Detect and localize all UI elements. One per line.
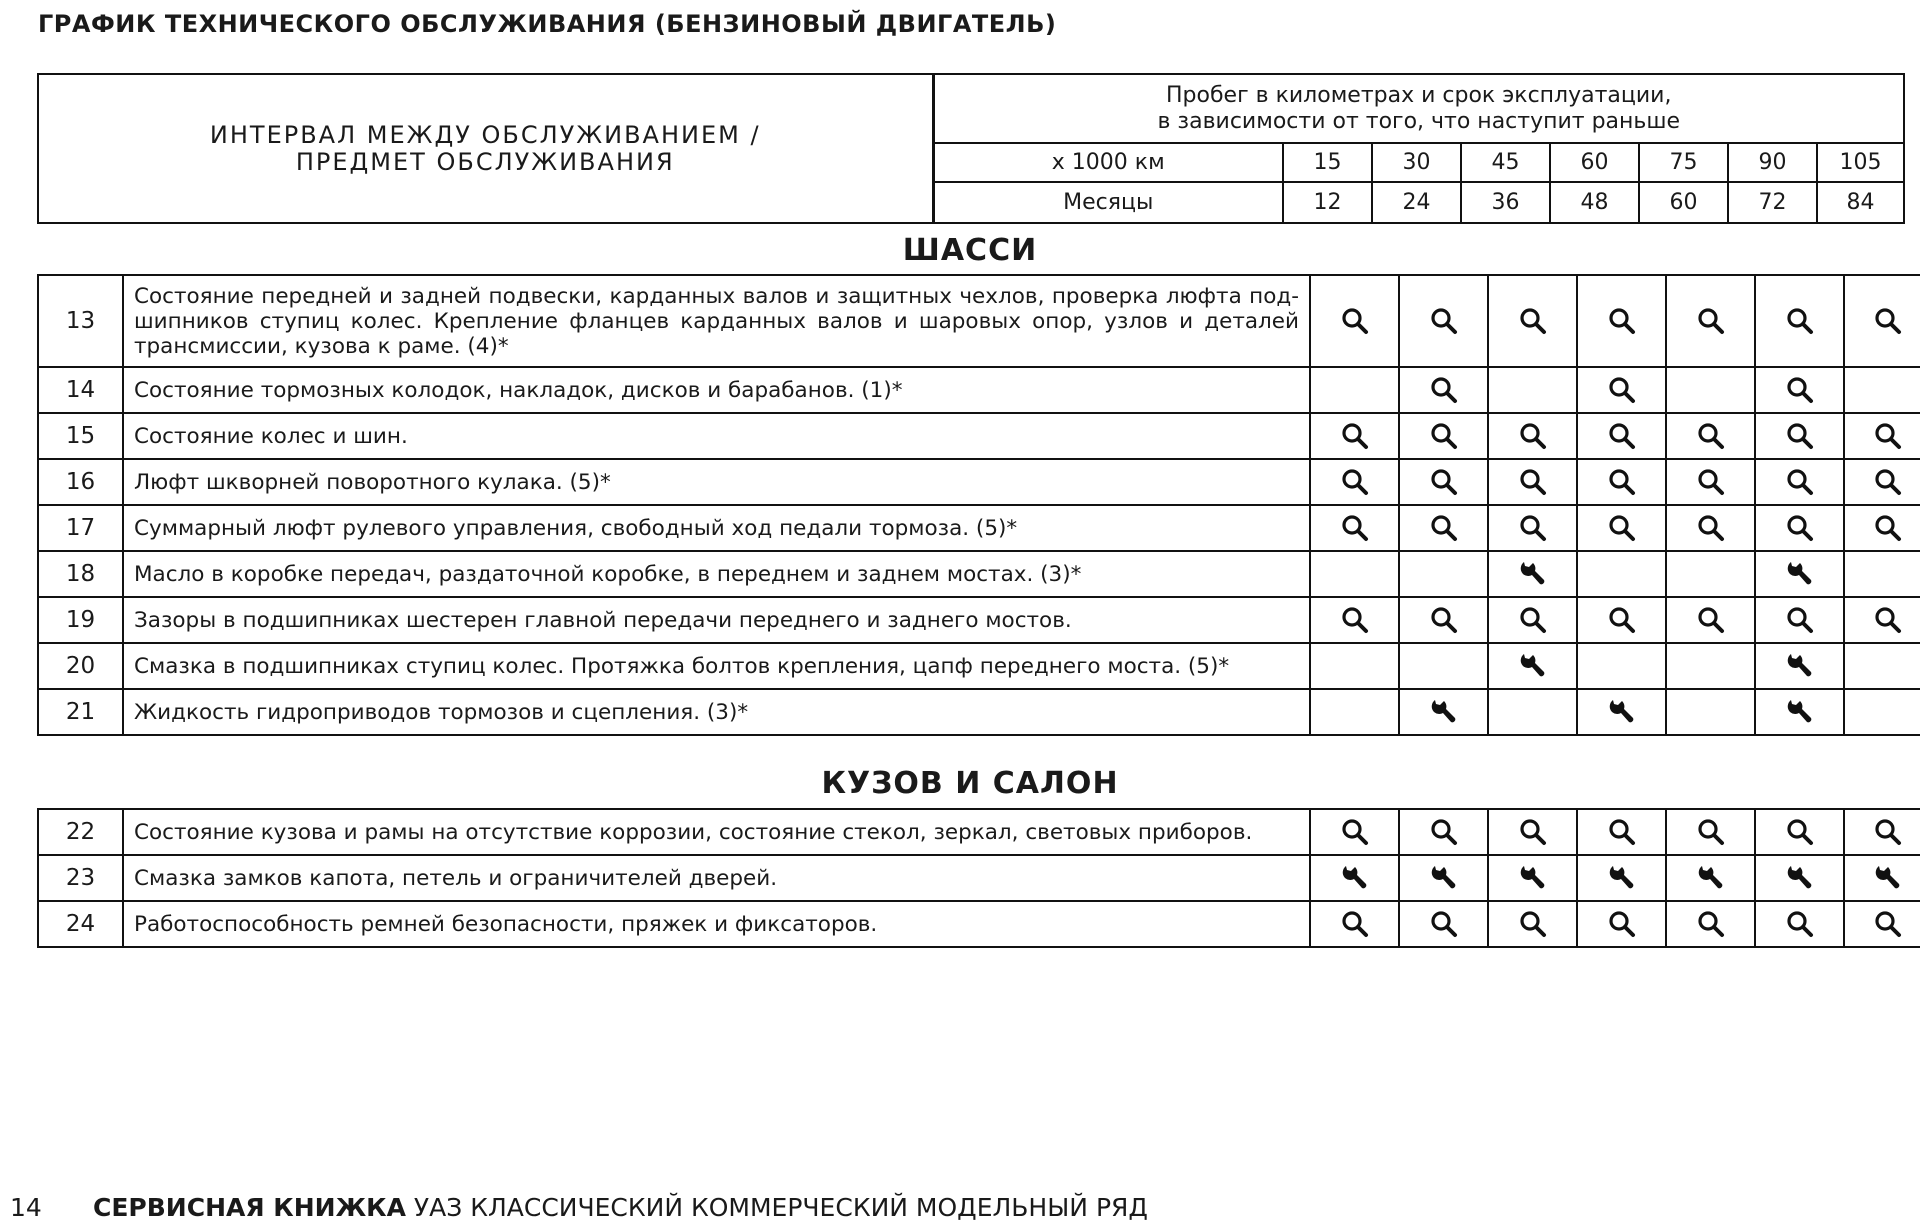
interval-mark-cell [1399, 855, 1488, 901]
magnifier-check-icon [1696, 472, 1726, 491]
row-number: 13 [38, 275, 123, 367]
months-value: 24 [1372, 182, 1461, 223]
interval-mark-cell [1755, 901, 1844, 947]
interval-mark-cell [1844, 855, 1920, 901]
magnifier-check-icon [1429, 518, 1459, 537]
interval-mark-cell [1755, 505, 1844, 551]
magnifier-check-icon [1696, 914, 1726, 933]
interval-mark-cell [1488, 855, 1577, 901]
interval-mark-cell [1755, 367, 1844, 413]
magnifier-check-icon [1607, 610, 1637, 629]
magnifier-check-icon [1873, 518, 1903, 537]
interval-mark-cell [1399, 275, 1488, 367]
magnifier-check-icon [1785, 472, 1815, 491]
interval-mark-cell [1755, 689, 1844, 735]
interval-mark-cell [1666, 901, 1755, 947]
table-row [38, 551, 1920, 597]
wrench-replace-icon [1696, 868, 1726, 887]
section-title-body: КУЗОВ И САЛОН [821, 766, 1119, 801]
months-value: 60 [1639, 182, 1728, 223]
km-value: 30 [1372, 143, 1461, 182]
months-value: 12 [1283, 182, 1372, 223]
wrench-replace-icon [1429, 868, 1459, 887]
interval-mark-cell [1399, 459, 1488, 505]
interval-mark-cell [1399, 551, 1488, 597]
interval-mark-cell [1488, 643, 1577, 689]
wrench-replace-icon [1785, 656, 1815, 675]
interval-mark-cell [1488, 413, 1577, 459]
mileage-header-line1: Пробег в километрах и срок эксплуатации, [1166, 82, 1672, 108]
interval-mark-cell [1399, 413, 1488, 459]
table-row [38, 275, 1920, 367]
table-row [38, 643, 1920, 689]
magnifier-check-icon [1873, 914, 1903, 933]
interval-mark-cell [1666, 689, 1755, 735]
wrench-replace-icon [1607, 868, 1637, 887]
interval-mark-cell [1577, 413, 1666, 459]
row-description [123, 809, 1310, 855]
row-description [123, 459, 1310, 505]
interval-mark-cell [1755, 855, 1844, 901]
table-row [38, 689, 1920, 735]
magnifier-check-icon [1429, 472, 1459, 491]
km-label: х 1000 км [933, 143, 1283, 182]
km-value: 15 [1283, 143, 1372, 182]
km-value: 105 [1817, 143, 1904, 182]
interval-mark-cell [1399, 901, 1488, 947]
magnifier-check-icon [1518, 822, 1548, 841]
interval-mark-cell [1310, 551, 1399, 597]
magnifier-check-icon [1607, 914, 1637, 933]
row-number: 22 [38, 809, 123, 855]
interval-mark-cell [1488, 597, 1577, 643]
row-description [123, 901, 1310, 947]
magnifier-check-icon [1518, 472, 1548, 491]
row-description [123, 689, 1310, 735]
km-value: 60 [1550, 143, 1639, 182]
magnifier-check-icon [1340, 426, 1370, 445]
interval-mark-cell [1666, 505, 1755, 551]
row-number: 18 [38, 551, 123, 597]
section-title-chassis: ШАССИ [902, 233, 1038, 268]
interval-mark-cell [1577, 505, 1666, 551]
interval-mark-cell [1399, 643, 1488, 689]
magnifier-check-icon [1340, 610, 1370, 629]
interval-header-cell [38, 74, 933, 223]
interval-mark-cell [1755, 809, 1844, 855]
description-line: Смазка замков капота, петель и ограничителей дверей. [134, 865, 778, 891]
magnifier-check-icon [1607, 472, 1637, 491]
row-number: 16 [38, 459, 123, 505]
km-value: 45 [1461, 143, 1550, 182]
magnifier-check-icon [1696, 822, 1726, 841]
description-line: Работоспособность ремней безопасности, пряжек и фиксаторов. [134, 911, 878, 937]
magnifier-check-icon [1785, 518, 1815, 537]
magnifier-check-icon [1785, 311, 1815, 330]
interval-mark-cell [1844, 689, 1920, 735]
interval-mark-cell [1666, 809, 1755, 855]
row-description [123, 855, 1310, 901]
magnifier-check-icon [1518, 426, 1548, 445]
row-number: 23 [38, 855, 123, 901]
magnifier-check-icon [1696, 518, 1726, 537]
wrench-replace-icon [1518, 564, 1548, 583]
interval-mark-cell [1844, 597, 1920, 643]
magnifier-check-icon [1873, 426, 1903, 445]
interval-mark-cell [1310, 643, 1399, 689]
interval-mark-cell [1666, 597, 1755, 643]
description-line: Состояние тормозных колодок, накладок, дисков и барабанов. (1)* [134, 377, 903, 403]
interval-mark-cell [1666, 413, 1755, 459]
page-footer [10, 1193, 1148, 1222]
magnifier-check-icon [1785, 822, 1815, 841]
interval-mark-cell [1666, 643, 1755, 689]
row-number: 15 [38, 413, 123, 459]
row-description [123, 597, 1310, 643]
interval-mark-cell [1577, 901, 1666, 947]
interval-mark-cell [1310, 367, 1399, 413]
magnifier-check-icon [1607, 822, 1637, 841]
interval-mark-cell [1755, 597, 1844, 643]
description-line: Суммарный люфт рулевого управления, свободный ход педали тормоза. (5)* [134, 515, 1018, 541]
magnifier-check-icon [1873, 311, 1903, 330]
interval-mark-cell [1310, 505, 1399, 551]
km-value: 75 [1639, 143, 1728, 182]
interval-mark-cell [1666, 551, 1755, 597]
interval-mark-cell [1844, 809, 1920, 855]
months-value: 36 [1461, 182, 1550, 223]
magnifier-check-icon [1429, 380, 1459, 399]
table-row [38, 855, 1920, 901]
mileage-header-cell [933, 74, 1904, 143]
magnifier-check-icon [1340, 311, 1370, 330]
magnifier-check-icon [1429, 426, 1459, 445]
magnifier-check-icon [1785, 380, 1815, 399]
interval-mark-cell [1310, 597, 1399, 643]
interval-mark-cell [1666, 855, 1755, 901]
interval-mark-cell [1399, 367, 1488, 413]
document-title: ГРАФИК ТЕХНИЧЕСКОГО ОБСЛУЖИВАНИЯ (БЕНЗИНОВЫЙ ДВИГАТЕЛЬ) [38, 10, 1057, 38]
interval-mark-cell [1844, 505, 1920, 551]
description-line: Жидкость гидроприводов тормозов и сцепления. (3)* [134, 699, 749, 725]
interval-mark-cell [1310, 689, 1399, 735]
months-label: Месяцы [933, 182, 1283, 223]
mileage-header-line2: в зависимости от того, что наступит раньше [1157, 108, 1681, 134]
magnifier-check-icon [1696, 311, 1726, 330]
magnifier-check-icon [1785, 426, 1815, 445]
months-value: 84 [1817, 182, 1904, 223]
magnifier-check-icon [1429, 822, 1459, 841]
row-description [123, 413, 1310, 459]
interval-mark-cell [1666, 275, 1755, 367]
interval-mark-cell [1577, 855, 1666, 901]
magnifier-check-icon [1785, 610, 1815, 629]
interval-mark-cell [1488, 901, 1577, 947]
row-number: 14 [38, 367, 123, 413]
magnifier-check-icon [1429, 914, 1459, 933]
magnifier-check-icon [1607, 518, 1637, 537]
description-line: трансмиссии, кузова к раме. (4)* [134, 333, 509, 359]
interval-mark-cell [1577, 643, 1666, 689]
row-number: 17 [38, 505, 123, 551]
interval-header-line2: ПРЕДМЕТ ОБСЛУЖИВАНИЯ [295, 147, 675, 176]
wrench-replace-icon [1518, 656, 1548, 675]
table-row [38, 505, 1920, 551]
interval-mark-cell [1488, 505, 1577, 551]
magnifier-check-icon [1696, 426, 1726, 445]
magnifier-check-icon [1873, 472, 1903, 491]
interval-mark-cell [1488, 275, 1577, 367]
magnifier-check-icon [1429, 311, 1459, 330]
chassis-table [37, 274, 1920, 736]
interval-mark-cell [1844, 551, 1920, 597]
magnifier-check-icon [1873, 610, 1903, 629]
interval-mark-cell [1577, 809, 1666, 855]
interval-mark-cell [1488, 367, 1577, 413]
interval-mark-cell [1399, 597, 1488, 643]
row-number: 24 [38, 901, 123, 947]
body-table [37, 808, 1920, 948]
interval-mark-cell [1310, 459, 1399, 505]
magnifier-check-icon [1696, 610, 1726, 629]
km-value: 90 [1728, 143, 1817, 182]
interval-mark-cell [1399, 505, 1488, 551]
interval-mark-cell [1577, 597, 1666, 643]
magnifier-check-icon [1607, 426, 1637, 445]
interval-mark-cell [1755, 413, 1844, 459]
table-row [38, 809, 1920, 855]
interval-mark-cell [1488, 689, 1577, 735]
magnifier-check-icon [1518, 311, 1548, 330]
magnifier-check-icon [1340, 472, 1370, 491]
table-row [38, 901, 1920, 947]
table-row [38, 597, 1920, 643]
description-line: Зазоры в подшипниках шестерен главной передачи переднего и заднего мостов. [134, 607, 1072, 633]
interval-mark-cell [1577, 367, 1666, 413]
wrench-replace-icon [1607, 702, 1637, 721]
description-line: Смазка в подшипниках ступиц колес. Протяжка болтов крепления, цапф переднего моста. (5)* [134, 653, 1230, 679]
interval-mark-cell [1488, 551, 1577, 597]
interval-mark-cell [1577, 551, 1666, 597]
interval-mark-cell [1844, 901, 1920, 947]
interval-mark-cell [1577, 275, 1666, 367]
row-description [123, 367, 1310, 413]
description-line: Состояние передней и задней подвески, карданных валов и защитных чехлов, проверка люфта под- [134, 283, 1299, 309]
magnifier-check-icon [1607, 380, 1637, 399]
row-number: 20 [38, 643, 123, 689]
interval-mark-cell [1844, 459, 1920, 505]
footer-book-label: СЕРВИСНАЯ КНИЖКА [93, 1193, 406, 1222]
table-row [38, 367, 1920, 413]
magnifier-check-icon [1429, 610, 1459, 629]
row-description [123, 275, 1310, 367]
footer-subtitle: УАЗ КЛАССИЧЕСКИЙ КОММЕРЧЕСКИЙ МОДЕЛЬНЫЙ РЯД [413, 1193, 1148, 1222]
interval-mark-cell [1310, 413, 1399, 459]
schedule-header-table [37, 73, 1905, 224]
wrench-replace-icon [1785, 564, 1815, 583]
magnifier-check-icon [1518, 610, 1548, 629]
description-line: Состояние колес и шин. [134, 423, 408, 449]
interval-header-line1: ИНТЕРВАЛ МЕЖДУ ОБСЛУЖИВАНИЕМ / [209, 120, 761, 149]
wrench-replace-icon [1785, 868, 1815, 887]
wrench-replace-icon [1429, 702, 1459, 721]
interval-mark-cell [1310, 901, 1399, 947]
interval-mark-cell [1399, 689, 1488, 735]
interval-mark-cell [1577, 689, 1666, 735]
interval-mark-cell [1666, 459, 1755, 505]
row-description [123, 551, 1310, 597]
row-number: 21 [38, 689, 123, 735]
interval-mark-cell [1577, 459, 1666, 505]
page-number: 14 [10, 1193, 42, 1222]
magnifier-check-icon [1607, 311, 1637, 330]
interval-mark-cell [1844, 275, 1920, 367]
wrench-replace-icon [1518, 868, 1548, 887]
description-line: шипников ступиц колес. Крепление фланцев карданных валов и шаровых опор, узлов и деталей [134, 308, 1299, 334]
magnifier-check-icon [1340, 822, 1370, 841]
interval-mark-cell [1844, 413, 1920, 459]
row-number: 19 [38, 597, 123, 643]
magnifier-check-icon [1518, 914, 1548, 933]
interval-mark-cell [1755, 459, 1844, 505]
interval-mark-cell [1399, 809, 1488, 855]
table-row [38, 459, 1920, 505]
interval-mark-cell [1666, 367, 1755, 413]
interval-mark-cell [1310, 275, 1399, 367]
magnifier-check-icon [1340, 518, 1370, 537]
description-line: Состояние кузова и рамы на отсутствие коррозии, состояние стекол, зеркал, световых приборов. [134, 819, 1253, 845]
interval-mark-cell [1755, 643, 1844, 689]
description-line: Масло в коробке передач, раздаточной коробке, в переднем и заднем мостах. (3)* [134, 561, 1082, 587]
interval-mark-cell [1755, 275, 1844, 367]
wrench-replace-icon [1340, 868, 1370, 887]
interval-mark-cell [1310, 855, 1399, 901]
wrench-replace-icon [1873, 868, 1903, 887]
interval-mark-cell [1310, 809, 1399, 855]
interval-mark-cell [1755, 551, 1844, 597]
row-description [123, 505, 1310, 551]
interval-mark-cell [1488, 809, 1577, 855]
interval-mark-cell [1844, 367, 1920, 413]
table-row [38, 413, 1920, 459]
wrench-replace-icon [1785, 702, 1815, 721]
magnifier-check-icon [1785, 914, 1815, 933]
interval-mark-cell [1844, 643, 1920, 689]
magnifier-check-icon [1340, 914, 1370, 933]
magnifier-check-icon [1518, 518, 1548, 537]
magnifier-check-icon [1873, 822, 1903, 841]
row-description [123, 643, 1310, 689]
months-value: 48 [1550, 182, 1639, 223]
description-line: Люфт шкворней поворотного кулака. (5)* [134, 469, 611, 495]
interval-mark-cell [1488, 459, 1577, 505]
months-value: 72 [1728, 182, 1817, 223]
